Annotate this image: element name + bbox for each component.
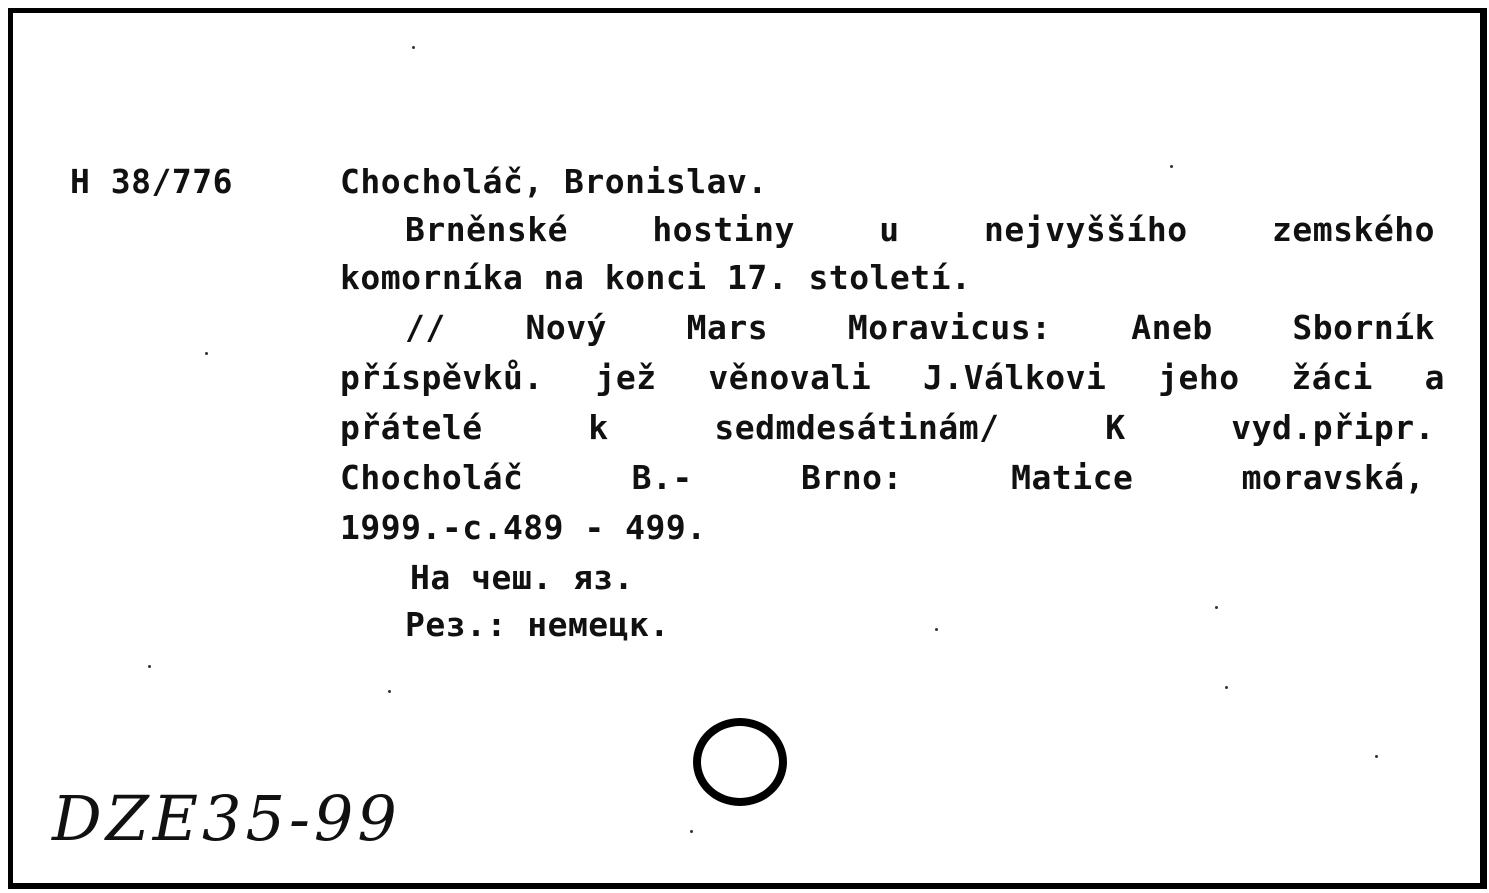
source-word: a (1424, 358, 1445, 397)
source-word: Brno: (801, 458, 903, 497)
source-line-3 (340, 408, 1435, 447)
source-word: Chocholáč (340, 458, 524, 497)
source-word: k (588, 408, 609, 447)
source-word: sedmdesátinám/ (714, 408, 1000, 447)
speck (690, 830, 693, 833)
title-word: hostiny (652, 210, 795, 249)
language-note: На чеш. яз. (410, 558, 635, 597)
source-word: Mars (686, 308, 769, 347)
speck (148, 665, 151, 668)
source-line-2 (340, 358, 1445, 397)
source-line-1 (405, 308, 1435, 347)
source-word: vyd.připr. (1231, 408, 1435, 447)
title-word: u (879, 210, 900, 249)
title-word: nejvyššího (983, 210, 1188, 249)
source-word: přátelé (340, 408, 483, 447)
source-word: jeho (1158, 358, 1240, 397)
source-word: Aneb (1131, 308, 1213, 347)
speck (935, 628, 938, 631)
author-line: Chocholáč, Bronislav. (340, 162, 768, 201)
source-word: B.- (631, 458, 693, 497)
source-word: žáci (1291, 358, 1373, 397)
speck (1170, 165, 1173, 168)
title-word: zemského (1272, 210, 1435, 249)
handwritten-code: DZE35-99 (52, 782, 401, 855)
source-word: Matice (1011, 458, 1134, 497)
source-word: jež (595, 358, 657, 397)
title-line-2: komorníka na konci 17. století. (340, 258, 972, 297)
title-word: Brněnské (405, 210, 568, 249)
speck (388, 690, 391, 693)
source-word: Nový (525, 308, 607, 347)
title-line-1 (405, 210, 1435, 249)
source-word: věnovali (708, 358, 872, 397)
call-number: H 38/776 (70, 162, 233, 201)
source-word: J.Válkovi (923, 358, 1107, 397)
source-word: K (1105, 408, 1126, 447)
speck (1215, 606, 1218, 609)
source-word: příspěvků. (340, 358, 544, 397)
speck (1225, 686, 1228, 689)
source-word: // (405, 308, 446, 347)
source-line-5: 1999.-c.489 - 499. (340, 508, 707, 547)
speck (1375, 755, 1378, 758)
source-word: Sborník (1292, 308, 1435, 347)
source-word: Moravicus: (847, 308, 1052, 347)
speck (205, 352, 208, 355)
source-word: moravská, (1241, 458, 1425, 497)
speck (412, 46, 415, 49)
punch-hole (693, 718, 787, 806)
summary-note: Рез.: немецк. (405, 605, 670, 644)
source-line-4 (340, 458, 1425, 497)
